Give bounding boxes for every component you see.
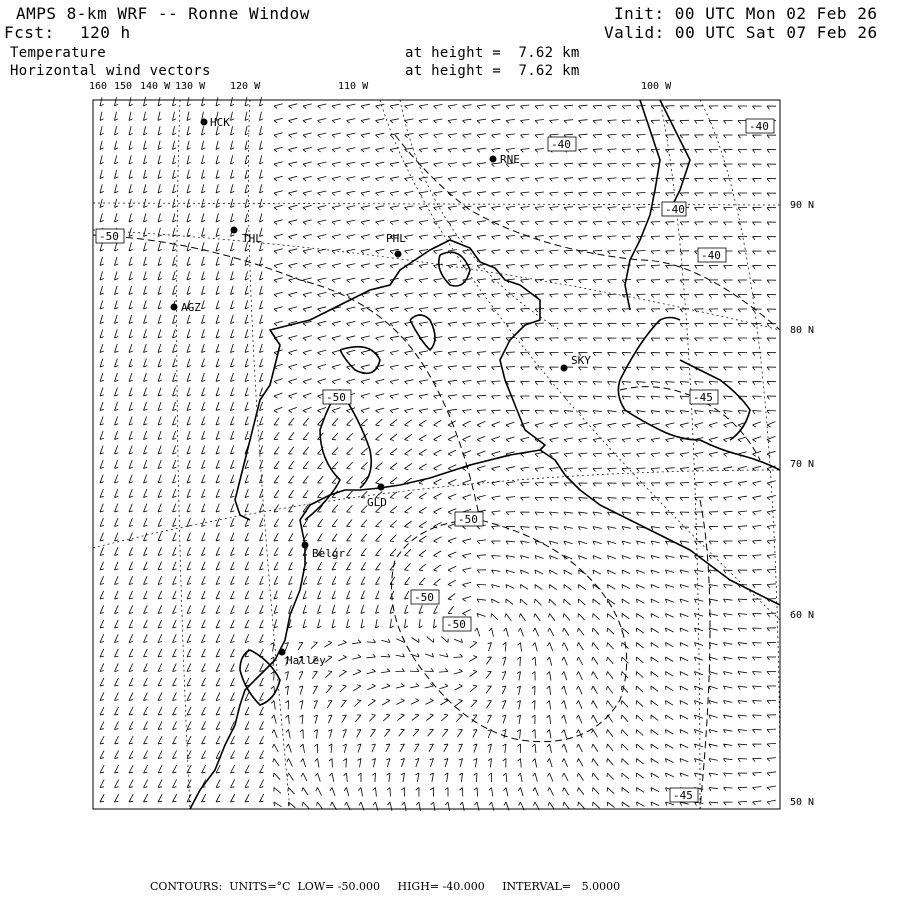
contour-label (662, 202, 686, 216)
svg-text:-40: -40 (551, 138, 571, 151)
contour-label (411, 590, 439, 604)
coast-peninsula-north (625, 100, 660, 310)
station-hck (201, 116, 231, 129)
grid-lon-130 (177, 100, 190, 809)
svg-text:THL: THL (242, 232, 262, 245)
lat-label: 70 N (790, 459, 815, 470)
grid-lon-120 (248, 100, 290, 809)
contour-40-a (395, 135, 780, 330)
station-halley (279, 649, 327, 668)
contour-label (746, 119, 774, 133)
station-thl (231, 227, 263, 246)
longitude-labels (89, 81, 672, 92)
svg-text:-40: -40 (665, 203, 685, 216)
latitude-labels (790, 200, 814, 808)
contour-50-b (392, 520, 627, 742)
svg-text:RNE: RNE (500, 153, 520, 166)
svg-text:-50: -50 (326, 391, 346, 404)
contour-label (690, 390, 718, 404)
svg-text:PHL: PHL (386, 232, 406, 245)
svg-text:-50: -50 (446, 618, 466, 631)
init-time: Init: 00 UTC Mon 02 Feb 26 (614, 4, 878, 23)
lat-label: 90 N (790, 200, 815, 211)
lon-label: 150 (114, 81, 133, 92)
svg-text:Halley: Halley (286, 654, 326, 667)
coast-peninsula-west (540, 450, 780, 605)
height-temperature: at height = 7.62 km (405, 45, 580, 61)
svg-text:-45: -45 (673, 789, 693, 802)
forecast-label: Fcst: (4, 23, 55, 42)
map-title: AMPS 8-km WRF -- Ronne Window (16, 4, 310, 23)
svg-text:-50: -50 (99, 230, 119, 243)
station-agz (171, 301, 202, 314)
contour-label (455, 512, 483, 526)
lon-label: 130 W (175, 81, 206, 92)
lon-label: 120 W (230, 81, 261, 92)
coast-peninsula-tip (660, 100, 690, 210)
forecast-hour: 120 h (80, 23, 131, 42)
svg-text:Belgr: Belgr (312, 547, 346, 560)
field-temperature: Temperature (10, 45, 107, 61)
lon-label: 110 W (338, 81, 369, 92)
coast-main (190, 240, 545, 809)
coast-island-1 (410, 315, 435, 350)
station-phl (386, 232, 406, 258)
height-wind: at height = 7.62 km (405, 63, 580, 79)
contour-50-a (93, 235, 480, 520)
svg-text:-40: -40 (701, 249, 721, 262)
station-group (171, 116, 592, 667)
lat-label: 50 N (790, 797, 815, 808)
grid-lat-80 (93, 230, 780, 330)
station-sky (561, 354, 592, 372)
svg-text:-50: -50 (458, 513, 478, 526)
station-belgr (302, 542, 346, 561)
valid-time: Valid: 00 UTC Sat 07 Feb 26 (604, 23, 878, 42)
svg-text:-50: -50 (414, 591, 434, 604)
contour-label (548, 137, 576, 151)
contour-label (323, 390, 351, 404)
lon-label: 140 W (140, 81, 171, 92)
contour-45-b (700, 500, 710, 809)
contour-info-footer: CONTOURS: UNITS=°C LOW= -50.000 HIGH= -40.000 INTERVAL= 5.0000 (150, 880, 621, 893)
station-gld (367, 484, 387, 510)
coast-island-3 (439, 252, 470, 286)
lat-label: 60 N (790, 610, 815, 621)
coast-island-2 (340, 347, 380, 374)
lon-label: 100 W (641, 81, 672, 92)
svg-text:HCK: HCK (210, 116, 230, 129)
svg-text:SKY: SKY (571, 354, 591, 367)
contour-label (443, 617, 471, 631)
coast-inlet (305, 390, 371, 520)
contour-label (96, 229, 124, 243)
contour-label (698, 248, 726, 262)
lon-label: 160 (89, 81, 108, 92)
contour-label (670, 788, 698, 802)
svg-text:-40: -40 (749, 120, 769, 133)
lat-label: 80 N (790, 325, 815, 336)
field-wind-vectors: Horizontal wind vectors (10, 63, 211, 79)
svg-text:AGZ: AGZ (181, 301, 201, 314)
svg-text:-45: -45 (693, 391, 713, 404)
svg-text:GLD: GLD (367, 496, 387, 509)
